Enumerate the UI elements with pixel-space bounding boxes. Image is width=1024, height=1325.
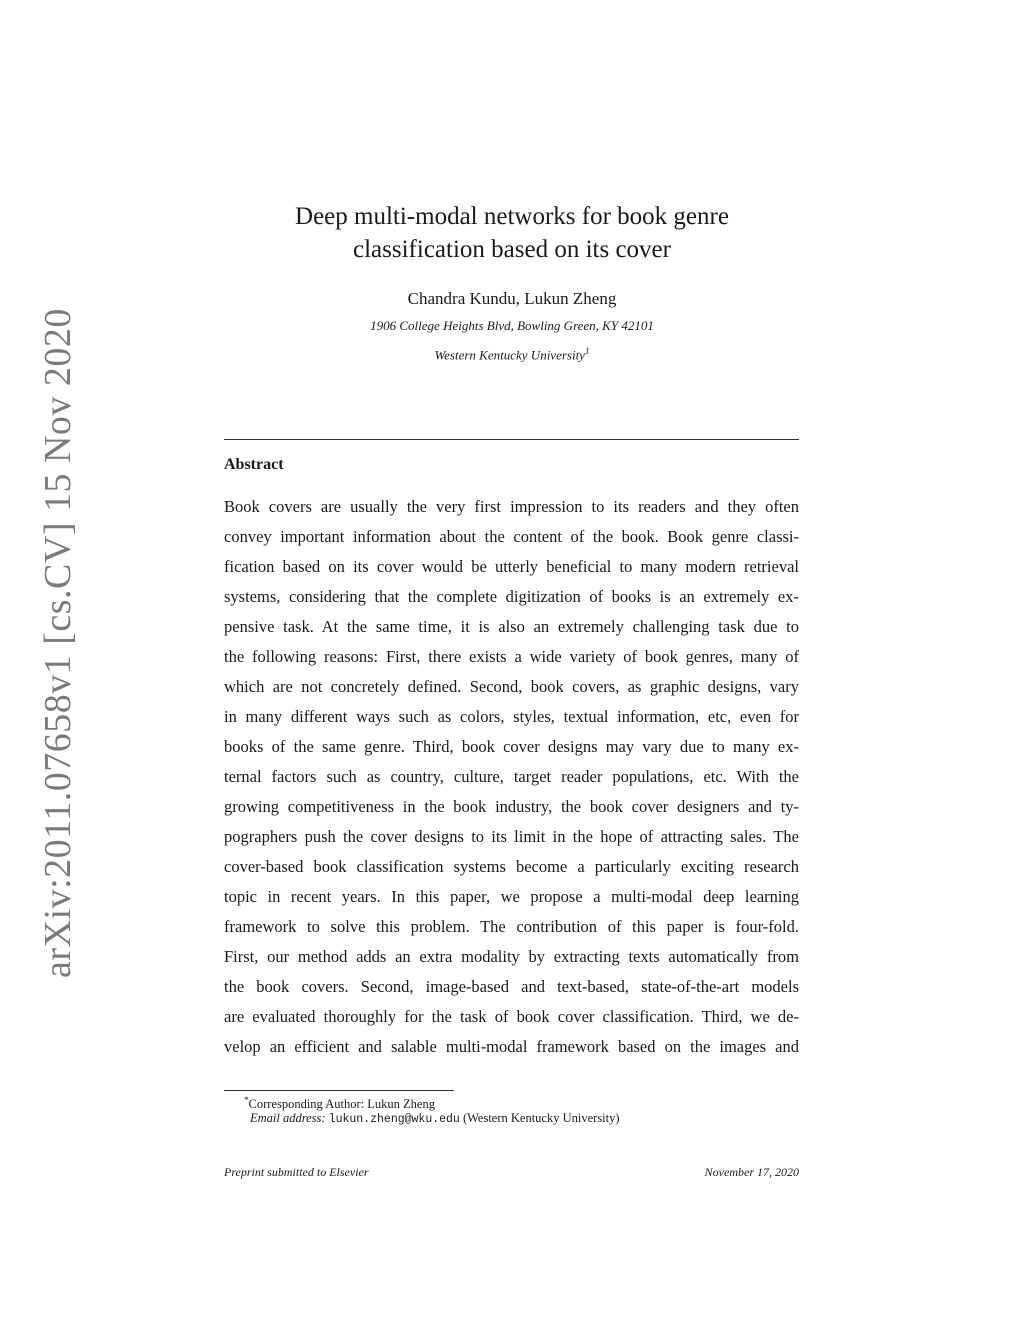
abstract-line: the following reasons: First, there exists a wide variety of book genres, many of — [224, 647, 799, 666]
corresponding-author: Corresponding Author: Lukun Zheng — [248, 1097, 435, 1112]
footer-preprint-note: Preprint submitted to Elsevier — [224, 1165, 369, 1179]
footnote-rule — [224, 1090, 454, 1091]
footnote-corresponding — [244, 1095, 435, 1112]
abstract-line: the book covers. Second, image-based and text-based, state-of-the-art models — [224, 977, 799, 996]
affiliation-name: Western Kentucky University — [434, 347, 585, 363]
footnote-email — [250, 1111, 620, 1126]
paper-title — [0, 200, 1024, 266]
authors: Chandra Kundu, Lukun Zheng — [407, 289, 617, 308]
abstract-body — [224, 494, 799, 1064]
abstract-line: topic in recent years. In this paper, we propose a multi-modal deep learning — [224, 887, 799, 906]
abstract-line: pensive task. At the same time, it is also an extremely challenging task due to — [224, 617, 799, 636]
abstract-line: fication based on its cover would be utterly beneficial to many modern retrieval — [224, 557, 799, 576]
abstract-line: framework to solve this problem. The contribution of this paper is four-fold. — [224, 917, 799, 936]
abstract-line: ternal factors such as country, culture, target reader populations, etc. With the — [224, 767, 799, 786]
email-link[interactable]: lukun.zheng@wku.edu — [328, 1113, 460, 1126]
footer-date: November 17, 2020 — [704, 1165, 799, 1179]
address: 1906 College Heights Blvd, Bowling Green, KY 42101 — [370, 318, 654, 333]
email-suffix: (Western Kentucky University) — [459, 1111, 620, 1125]
affiliation-marker: 1 — [584, 346, 590, 356]
affiliation — [0, 346, 1024, 363]
abstract-line: growing competitiveness in the book industry, the book cover designers and ty- — [224, 797, 799, 816]
abstract-heading: Abstract — [224, 456, 284, 473]
abstract-line: Book covers are usually the very first impression to its readers and they often — [224, 497, 799, 516]
abstract-line: pographers push the cover designs to its limit in the hope of attracting sales. The — [224, 827, 799, 846]
abstract-line: systems, considering that the complete digitization of books is an extremely ex- — [224, 587, 799, 606]
abstract-line: convey important information about the content of the book. Book genre classi- — [224, 527, 799, 546]
title-line-1: Deep multi-modal networks for book genre — [295, 203, 729, 230]
abstract-top-rule — [224, 439, 799, 440]
abstract-line: which are not concretely defined. Second, book covers, as graphic designs, vary — [224, 677, 799, 696]
arxiv-stamp: arXiv:2011.07658v1 [cs.CV] 15 Nov 2020 — [37, 308, 79, 978]
title-line-2: classification based on its cover — [353, 236, 671, 263]
abstract-line: books of the same genre. Third, book cover designs may vary due to many ex- — [224, 737, 799, 756]
abstract-line: are evaluated thoroughly for the task of book cover classification. Third, we de- — [224, 1007, 799, 1026]
email-label: Email address: — [250, 1111, 326, 1125]
abstract-line: First, our method adds an extra modality by extracting texts automatically from — [224, 947, 799, 966]
footnote-marker: * — [244, 1095, 249, 1105]
abstract-line: cover-based book classification systems become a particularly exciting research — [224, 857, 799, 876]
abstract-line: in many different ways such as colors, styles, textual information, etc, even for — [224, 707, 799, 726]
abstract-line: velop an efficient and salable multi-modal framework based on the images and — [224, 1037, 799, 1056]
